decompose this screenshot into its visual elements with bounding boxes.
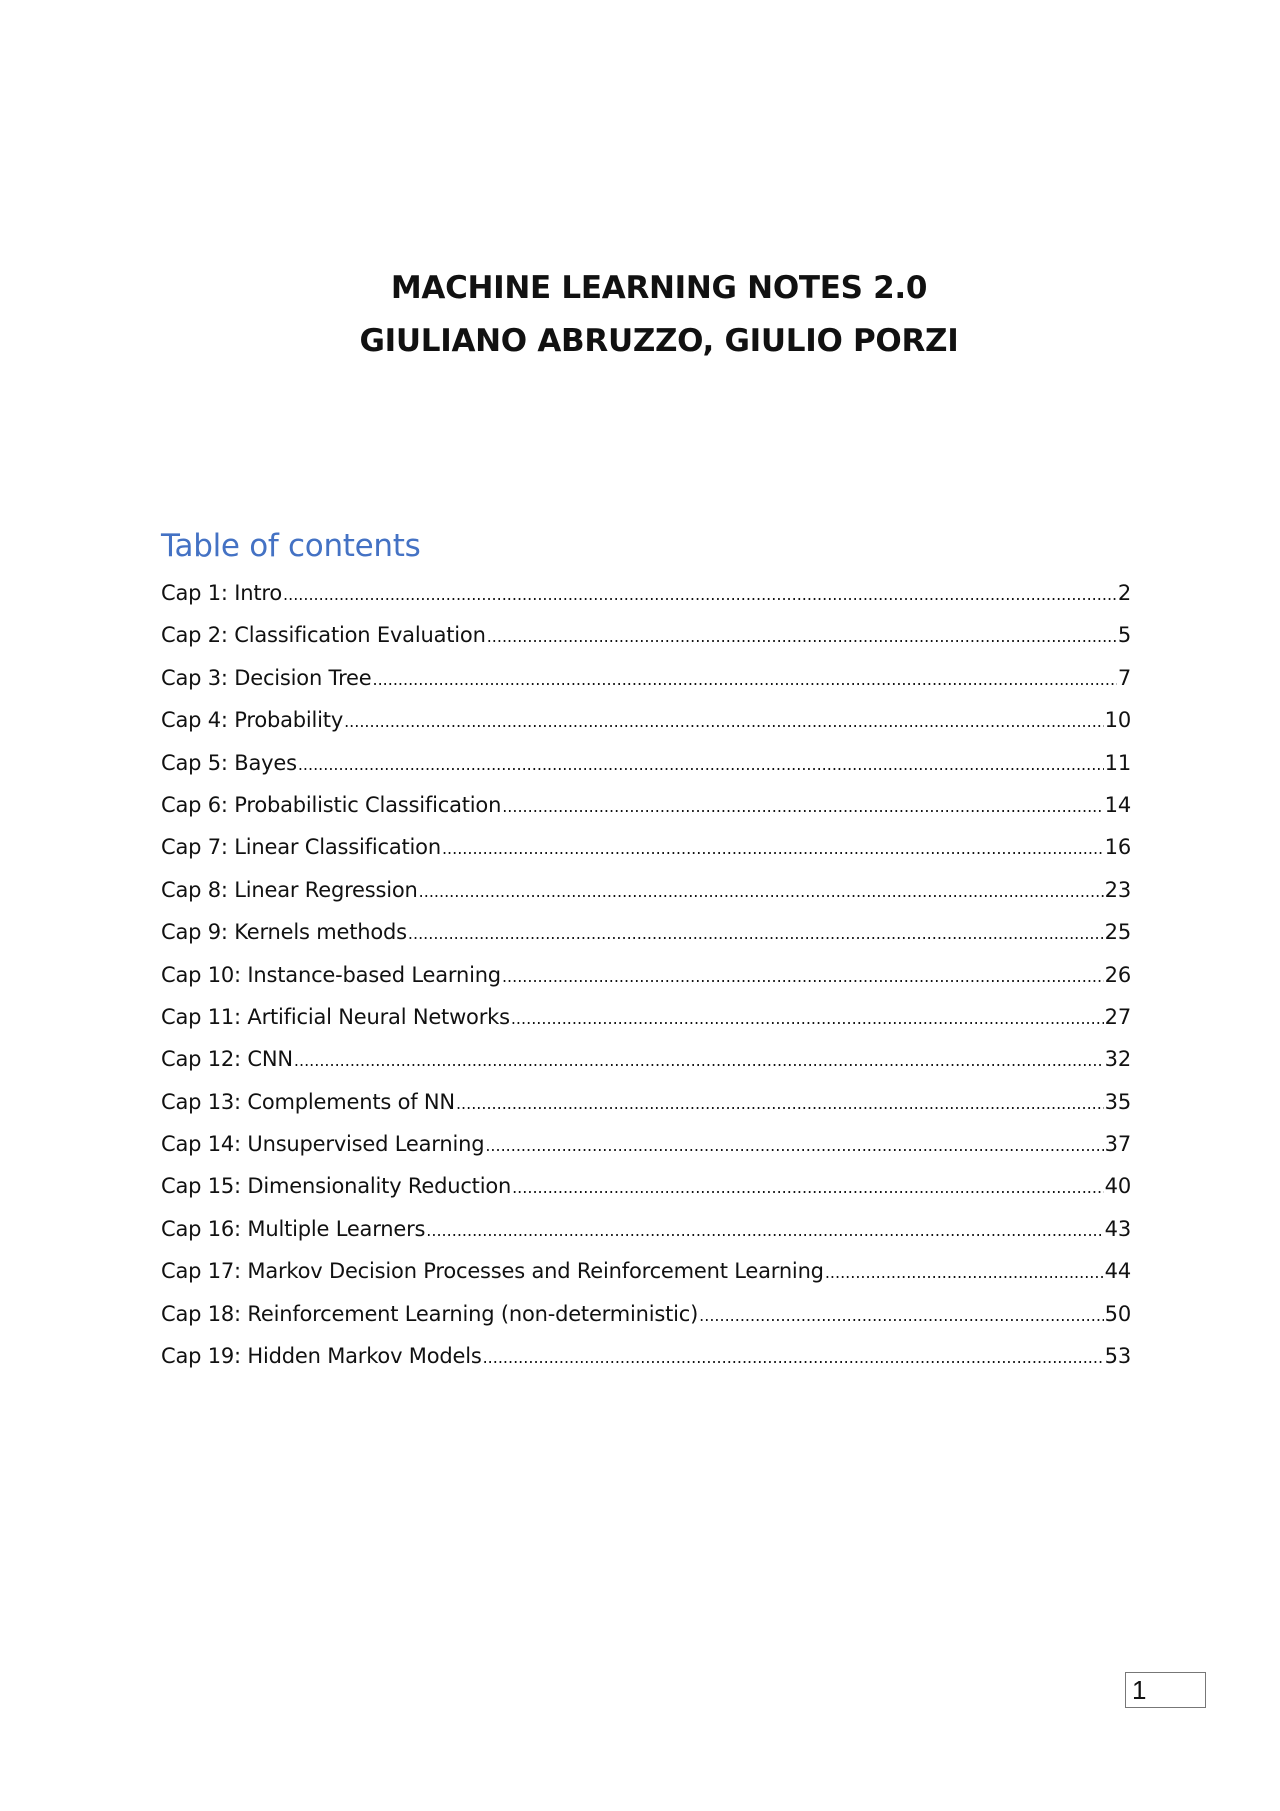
- toc-entry-title: Cap 13: Complements of NN: [161, 1089, 455, 1114]
- toc-entry-page: 53: [1104, 1344, 1131, 1369]
- toc-dot-leader: [502, 797, 1103, 816]
- toc-entry-page: 10: [1104, 708, 1131, 733]
- toc-entry-title: Cap 4: Probability: [161, 708, 344, 733]
- toc-dot-leader: [512, 1178, 1104, 1197]
- toc-entry[interactable]: [161, 666, 1131, 708]
- toc-entry-page: 40: [1104, 1174, 1131, 1199]
- table-of-contents: [161, 581, 1131, 1386]
- toc-entry-title: Cap 11: Artificial Neural Networks: [161, 1004, 510, 1029]
- toc-entry-title: Cap 7: Linear Classification: [161, 835, 441, 860]
- toc-entry[interactable]: [161, 1344, 1131, 1386]
- toc-entry-page: 50: [1104, 1301, 1131, 1326]
- toc-entry-title: Cap 2: Classification Evaluation: [161, 623, 486, 648]
- toc-dot-leader: [294, 1051, 1104, 1070]
- toc-entry[interactable]: [161, 878, 1131, 920]
- toc-dot-leader: [298, 755, 1104, 774]
- toc-entry[interactable]: [161, 963, 1131, 1005]
- toc-dot-leader: [487, 627, 1117, 646]
- toc-entry-page: 11: [1104, 750, 1131, 775]
- toc-entry-title: Cap 6: Probabilistic Classification: [161, 792, 502, 817]
- toc-dot-leader: [825, 1263, 1104, 1282]
- toc-dot-leader: [502, 967, 1104, 986]
- toc-entry[interactable]: [161, 1302, 1131, 1344]
- document-title-line-1: MACHINE LEARNING NOTES 2.0: [390, 270, 928, 306]
- toc-dot-leader: [344, 712, 1104, 731]
- toc-entry-page: 35: [1104, 1089, 1131, 1114]
- toc-dot-leader: [442, 839, 1104, 858]
- toc-entry[interactable]: [161, 751, 1131, 793]
- document-title-line-2: GIULIANO ABRUZZO, GIULIO PORZI: [359, 323, 959, 359]
- toc-entry-page: 5: [1117, 623, 1131, 648]
- toc-entry[interactable]: [161, 1005, 1131, 1047]
- toc-dot-leader: [485, 1136, 1103, 1155]
- toc-dot-leader: [283, 585, 1117, 604]
- toc-entry-title: Cap 19: Hidden Markov Models: [161, 1344, 482, 1369]
- toc-entry-title: Cap 15: Dimensionality Reduction: [161, 1174, 512, 1199]
- toc-dot-leader: [419, 882, 1104, 901]
- toc-entry-page: 44: [1104, 1259, 1131, 1284]
- toc-entry-page: 16: [1104, 835, 1131, 860]
- toc-entry-page: 43: [1104, 1216, 1131, 1241]
- toc-dot-leader: [372, 670, 1116, 689]
- toc-entry-title: Cap 3: Decision Tree: [161, 665, 372, 690]
- toc-entry-page: 2: [1117, 581, 1131, 605]
- toc-entry-title: Cap 9: Kernels methods: [161, 920, 407, 945]
- toc-dot-leader: [408, 924, 1104, 943]
- document-title: [0, 262, 1280, 368]
- toc-entry[interactable]: [161, 1259, 1131, 1301]
- toc-entry-title: Cap 17: Markov Decision Processes and Reinforcement Learning: [161, 1259, 824, 1284]
- toc-entry-page: 37: [1104, 1132, 1131, 1157]
- toc-entry-title: Cap 8: Linear Regression: [161, 877, 418, 902]
- toc-entry[interactable]: [161, 581, 1131, 623]
- toc-entry[interactable]: [161, 1047, 1131, 1089]
- toc-entry-page: 25: [1104, 920, 1131, 945]
- toc-entry-page: 27: [1104, 1004, 1131, 1029]
- toc-entry-title: Cap 1: Intro: [161, 581, 283, 605]
- toc-entry[interactable]: [161, 1090, 1131, 1132]
- page-number: 1: [1125, 1672, 1206, 1708]
- toc-entry-page: 32: [1104, 1047, 1131, 1072]
- toc-entry-page: 26: [1104, 962, 1131, 987]
- toc-entry-title: Cap 10: Instance-based Learning: [161, 962, 501, 987]
- toc-heading: Table of contents: [161, 528, 421, 564]
- toc-dot-leader: [483, 1348, 1104, 1367]
- toc-entry[interactable]: [161, 623, 1131, 665]
- toc-dot-leader: [699, 1306, 1104, 1325]
- toc-entry-page: 7: [1117, 665, 1131, 690]
- toc-entry[interactable]: [161, 920, 1131, 962]
- toc-dot-leader: [511, 1009, 1104, 1028]
- toc-entry[interactable]: [161, 1217, 1131, 1259]
- toc-entry[interactable]: [161, 1174, 1131, 1216]
- toc-entry[interactable]: [161, 793, 1131, 835]
- toc-entry-title: Cap 18: Reinforcement Learning (non-deterministic): [161, 1301, 699, 1326]
- toc-entry-page: 23: [1104, 877, 1131, 902]
- toc-entry[interactable]: [161, 835, 1131, 877]
- toc-entry[interactable]: [161, 708, 1131, 750]
- toc-entry-title: Cap 16: Multiple Learners: [161, 1216, 426, 1241]
- toc-dot-leader: [426, 1221, 1103, 1240]
- toc-entry[interactable]: [161, 1132, 1131, 1174]
- toc-entry-title: Cap 5: Bayes: [161, 750, 297, 775]
- toc-dot-leader: [456, 1094, 1104, 1113]
- toc-entry-title: Cap 14: Unsupervised Learning: [161, 1132, 485, 1157]
- toc-entry-page: 14: [1104, 792, 1131, 817]
- toc-entry-title: Cap 12: CNN: [161, 1047, 293, 1072]
